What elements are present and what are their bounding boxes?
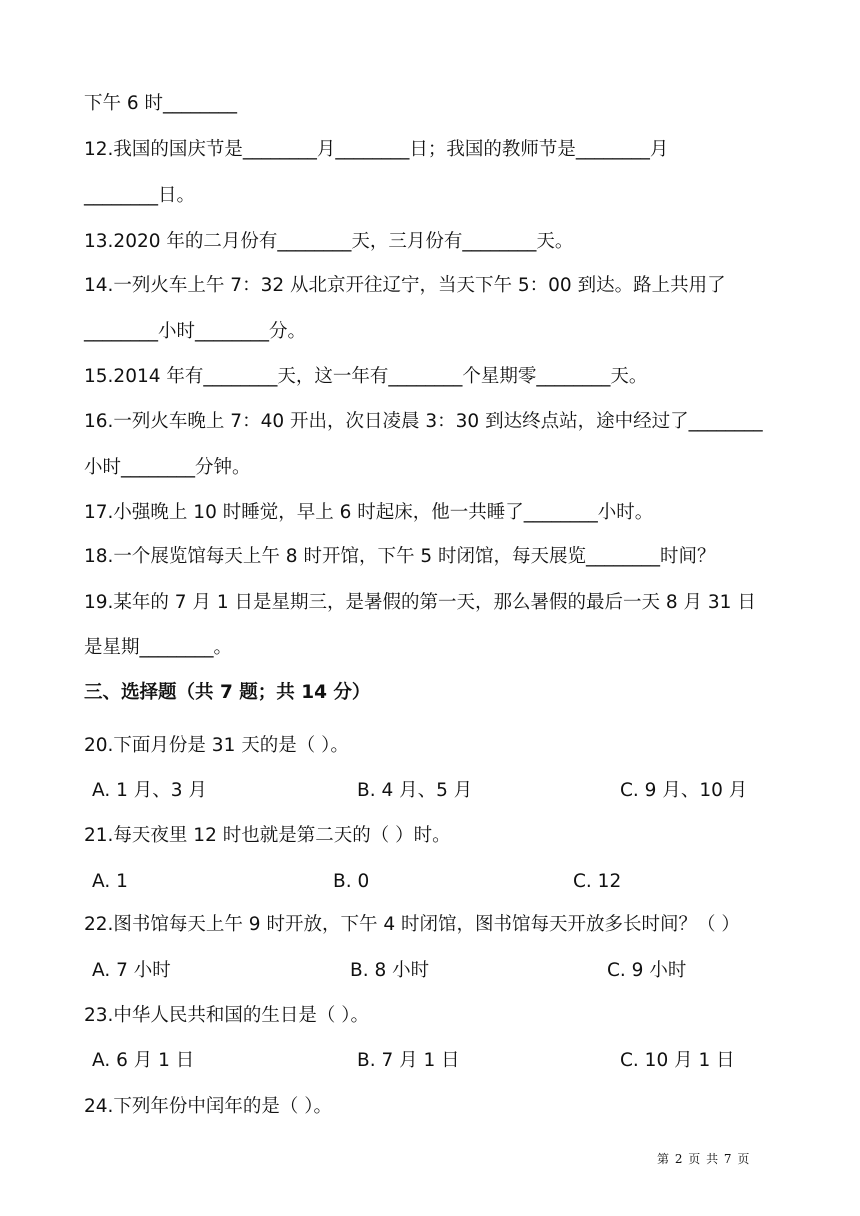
question-12-cont: ________日。 bbox=[84, 185, 196, 206]
question-19: 19.某年的 7 月 1 日是星期三，是暑假的第一天，那么暑假的最后一天 8 月 31 日 bbox=[84, 592, 756, 613]
question-24: 24.下列年份中闰年的是（ ）。 bbox=[84, 1096, 333, 1117]
question-19-cont: 是星期________。 bbox=[84, 637, 233, 658]
option-c: C. 9 小时 bbox=[607, 960, 687, 981]
fill-line: 下午 6 时________ bbox=[84, 93, 238, 114]
option-c: C. 10 月 1 日 bbox=[620, 1050, 735, 1071]
option-b: B. 0 bbox=[333, 871, 370, 892]
question-14: 14.一列火车上午 7：32 从北京开往辽宁，当天下午 5：00 到达。路上共用了 bbox=[84, 275, 726, 296]
page-footer: 第 2 页 共 7 页 bbox=[657, 1152, 751, 1166]
question-22: 22.图书馆每天上午 9 时开放，下午 4 时闭馆，图书馆每天开放多长时间？（ ） bbox=[84, 914, 740, 935]
question-13: 13.2020 年的二月份有________天，三月份有________天。 bbox=[84, 231, 574, 252]
question-21: 21.每天夜里 12 时也就是第二天的（ ）时。 bbox=[84, 825, 451, 846]
question-17: 17.小强晚上 10 时睡觉，早上 6 时起床，他一共睡了________小时。 bbox=[84, 502, 654, 523]
section-title: 三、选择题（共 7 题；共 14 分） bbox=[84, 682, 371, 703]
option-a: A. 6 月 1 日 bbox=[92, 1050, 195, 1071]
option-a: A. 7 小时 bbox=[92, 960, 171, 981]
question-20: 20.下面月份是 31 天的是（ ）。 bbox=[84, 735, 349, 756]
question-16-cont: 小时________分钟。 bbox=[84, 457, 251, 478]
option-c: C. 9 月、10 月 bbox=[620, 780, 748, 801]
option-a: A. 1 月、3 月 bbox=[92, 780, 207, 801]
question-15: 15.2014 年有________天，这一年有________个星期零________天。 bbox=[84, 366, 648, 387]
question-18: 18.一个展览馆每天上午 8 时开馆，下午 5 时闭馆，每天展览________时间？ bbox=[84, 546, 716, 567]
option-b: B. 7 月 1 日 bbox=[357, 1050, 460, 1071]
option-a: A. 1 bbox=[92, 871, 128, 892]
question-12: 12.我国的国庆节是________月________日；我国的教师节是________月 bbox=[84, 139, 669, 160]
option-c: C. 12 bbox=[573, 871, 622, 892]
question-16: 16.一列火车晚上 7：40 开出，次日凌晨 3：30 到达终点站，途中经过了________ bbox=[84, 411, 763, 432]
option-b: B. 4 月、5 月 bbox=[357, 780, 473, 801]
question-23: 23.中华人民共和国的生日是（ ）。 bbox=[84, 1005, 370, 1026]
option-b: B. 8 小时 bbox=[350, 960, 430, 981]
question-14-cont: ________小时________分。 bbox=[84, 321, 307, 342]
